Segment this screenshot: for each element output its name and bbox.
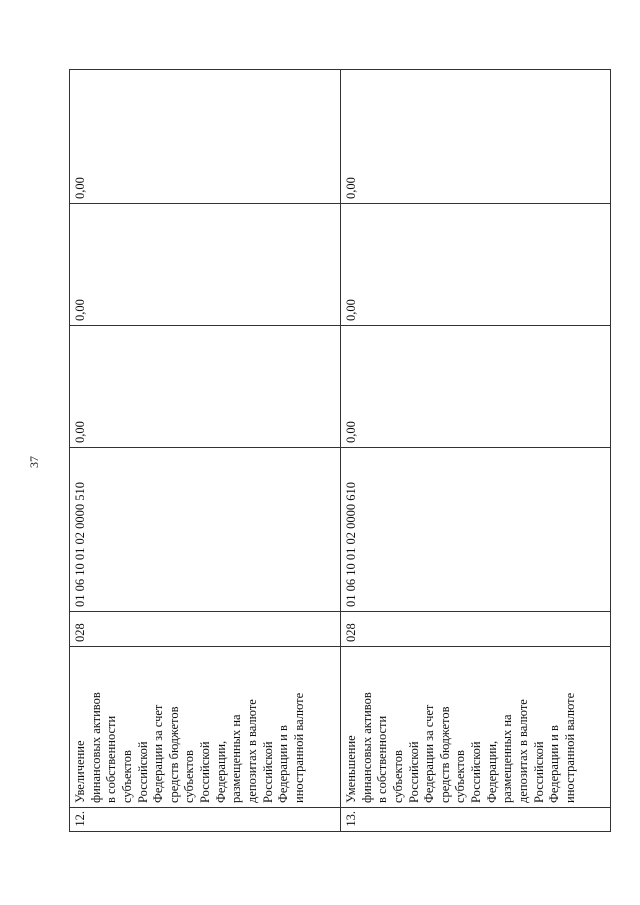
budget-classification-code: 01 06 10 01 02 0000 510	[70, 447, 340, 611]
row-name-line: Федерации и в	[276, 725, 291, 803]
row-name	[70, 646, 340, 807]
admin-code: 028	[341, 611, 611, 646]
admin-code: 028	[70, 611, 340, 646]
row-name-line: Российской	[406, 741, 421, 803]
row-number: 13.	[341, 807, 611, 831]
row-name-line: субъектов	[182, 750, 197, 803]
amount-3: 0,00	[73, 177, 87, 199]
row-name-line: размещенных на	[500, 714, 515, 803]
row-name-line: Уменьшение	[344, 735, 358, 803]
row-name-line: Федерации за счет	[151, 704, 166, 803]
table-row	[70, 70, 341, 831]
row-name-line: в собственности	[104, 715, 119, 803]
row-name-line: иностранной валюте	[291, 692, 306, 803]
row-name-line: Российской	[469, 741, 483, 803]
row-name-line: средств бюджетов	[166, 706, 181, 803]
row-name-line: финансовых активов	[359, 692, 374, 803]
table-row	[341, 70, 611, 831]
row-name-line: Российской	[260, 741, 275, 803]
budget-classification-code: 01 06 10 01 02 0000 610	[341, 447, 611, 611]
row-name-line: Увеличение	[73, 740, 87, 803]
amount-2: 0,00	[70, 203, 340, 325]
row-name	[341, 646, 611, 807]
row-name-line: Российской	[531, 741, 546, 803]
amount-2: 0,00	[341, 203, 611, 325]
amount-3: 0,00	[344, 177, 358, 199]
row-name-line: Федерации,	[213, 740, 228, 803]
row-name-line: субъектов	[119, 750, 134, 803]
row-name-line: субъектов	[390, 750, 405, 803]
row-name-line: депозитах в валюте	[515, 699, 530, 803]
row-name-line: в собственности	[375, 715, 390, 803]
row-name-line: финансовых активов	[88, 692, 103, 803]
row-name-line: средств бюджетов	[437, 706, 452, 803]
table-viewport	[69, 69, 611, 832]
row-name-line: субъектов	[453, 750, 468, 803]
row-name-line: размещенных на	[229, 714, 244, 803]
row-number: 12.	[70, 807, 340, 831]
row-name-line: Федерации,	[484, 740, 499, 803]
row-name-line: иностранной валюте	[562, 692, 577, 803]
amount-1: 0,00	[341, 325, 611, 447]
row-name-line: Федерации и в	[547, 725, 562, 803]
page-number: 37	[26, 456, 41, 468]
row-name-line: Российской	[135, 741, 150, 803]
row-name-line: Российской	[198, 741, 212, 803]
row-name-line: Федерации за счет	[422, 704, 437, 803]
row-name-line: депозитах в валюте	[244, 699, 259, 803]
amount-1: 0,00	[70, 325, 340, 447]
sources-financing-table	[69, 69, 611, 832]
